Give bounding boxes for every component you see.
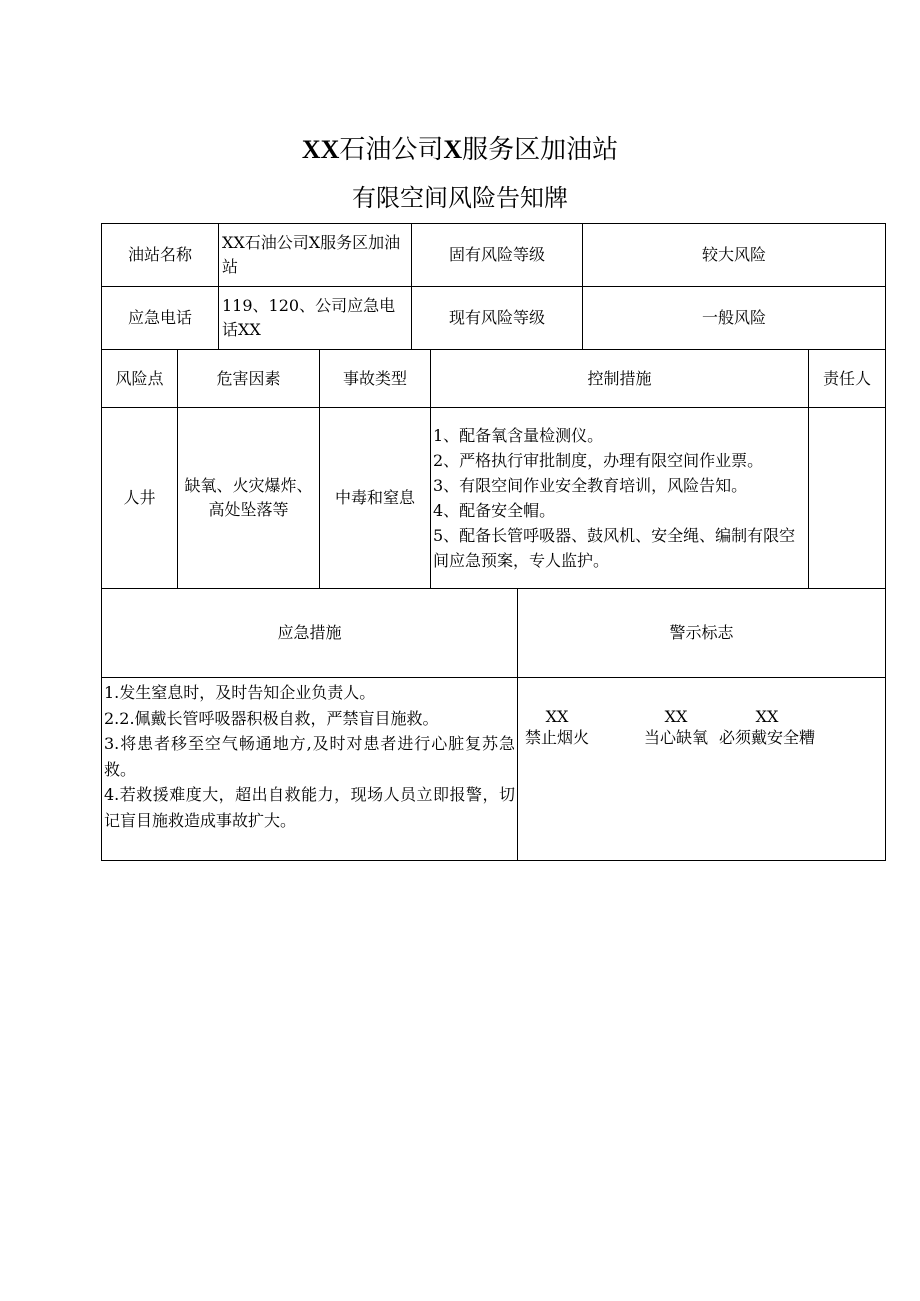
accident-type-cell: 中毒和窒息 xyxy=(320,408,431,589)
inherent-risk-label: 固有风险等级 xyxy=(412,224,583,287)
sign-text: 必须戴安全糟 xyxy=(718,728,815,747)
station-name-value: XX石油公司X服务区加油站 xyxy=(219,224,412,287)
emergency-item: 1.发生窒息时，及时告知企业负责人。 xyxy=(104,683,376,702)
risk-table xyxy=(101,349,886,589)
emergency-table xyxy=(101,588,886,861)
measure-item: 5、配备长管呼吸器、鼓风机、安全绳、编制有限空间应急预案，专人监护。 xyxy=(433,526,796,570)
emergency-item: 2.2.佩戴长管呼吸器积极自救，严禁盲目施救。 xyxy=(104,708,439,728)
header-hazards: 危害因素 xyxy=(178,350,320,408)
emergency-phone-label: 应急电话 xyxy=(102,287,219,350)
sign-code: XX xyxy=(755,707,779,726)
sign-code: XX xyxy=(664,707,688,726)
header-emergency-measures: 应急措施 xyxy=(102,589,518,678)
hazards-cell: 缺氧、火灾爆炸、高处坠落等 xyxy=(178,408,320,589)
emergency-item: 3.将患者移至空气畅通地方,及时对患者进行心脏复苏急救。 xyxy=(104,734,515,779)
warning-signs-cell xyxy=(518,678,886,861)
header-accident-type: 事故类型 xyxy=(320,350,431,408)
warning-sign-helmet xyxy=(709,706,825,748)
page-subtitle: 有限空间风险告知牌 xyxy=(352,184,568,212)
header-control-measures: 控制措施 xyxy=(431,350,809,408)
measure-item: 1、配备氧含量检测仪。 xyxy=(433,426,604,445)
control-measures-cell xyxy=(431,408,809,589)
measure-item: 3、有限空间作业安全教育培训，风险告知。 xyxy=(433,476,748,495)
emergency-measures-cell xyxy=(102,678,518,861)
header-warning-signs: 警示标志 xyxy=(518,589,886,678)
header-owner: 责任人 xyxy=(809,350,886,408)
station-name-label: 油站名称 xyxy=(102,224,219,287)
measure-item: 2、严格执行审批制度，办理有限空间作业票。 xyxy=(433,451,764,470)
current-risk-label: 现有风险等级 xyxy=(412,287,583,350)
info-table xyxy=(101,223,886,350)
sign-text: 当心缺氧 xyxy=(643,728,708,747)
current-risk-value: 一般风险 xyxy=(583,287,886,350)
risk-point-cell: 人井 xyxy=(102,408,178,589)
emergency-phone-value: 119、120、公司应急电话XX xyxy=(219,287,412,350)
owner-cell xyxy=(809,408,886,589)
inherent-risk-value: 较大风险 xyxy=(583,224,886,287)
measure-item: 4、配备安全帽。 xyxy=(433,501,556,520)
emergency-item: 4.若救援难度大，超出自救能力，现场人员立即报警，切记盲目施救造成事故扩大。 xyxy=(104,785,515,830)
page-title: XX石油公司X服务区加油站 xyxy=(301,135,619,165)
warning-sign-no-fire xyxy=(518,706,596,748)
sign-text: 禁止烟火 xyxy=(524,728,589,747)
sign-code: XX xyxy=(545,707,569,726)
header-risk-point: 风险点 xyxy=(102,350,178,408)
